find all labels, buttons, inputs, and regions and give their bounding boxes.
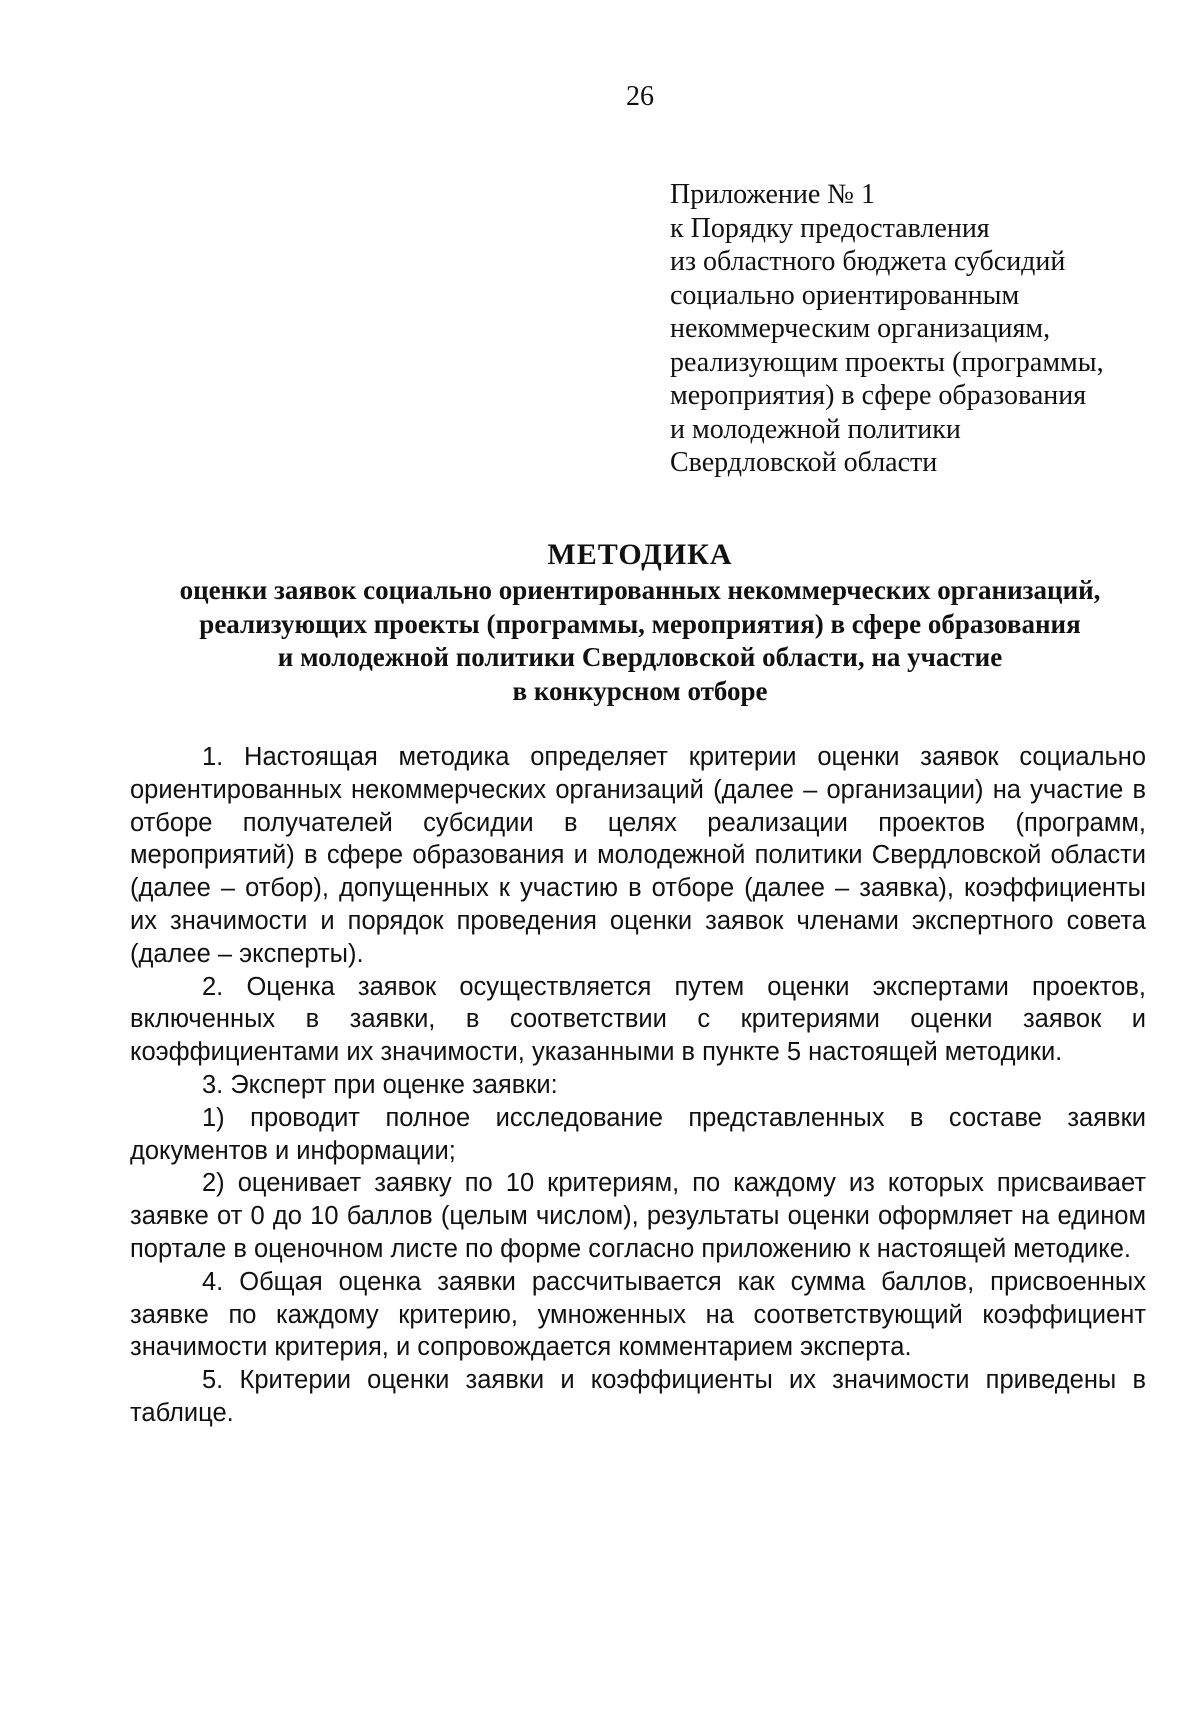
appendix-line: мероприятия) в сфере образования [670,380,1087,411]
appendix-header [670,178,1190,480]
paragraph-2: 2. Оценка заявок осуществляется путем оценки экспертами проектов, включенных в заявки, в соответствии с критериями оценки заявок и коэффициентами их значимости, указанными в пункте 5 настоящей методики. [130,972,1146,1067]
document-body [130,741,1146,1430]
appendix-line: Свердловской области [670,447,938,478]
appendix-line: Приложение № 1 [670,179,875,210]
appendix-line: к Порядку предоставления [670,212,990,244]
document-title-block [120,536,1160,708]
paragraph-3-item-1: 1) проводит полное исследование представленных в составе заявки документов и информации; [130,1103,1146,1165]
document-subtitle-line: в конкурсном отборе [512,675,768,706]
appendix-line: из областного бюджета субсидий [670,246,1066,277]
paragraph-5: 5. Критерии оценки заявки и коэффициенты их значимости приведены в таблице. [130,1366,1146,1427]
document-subtitle-line: реализующих проекты (программы, мероприятия) в сфере образования [199,608,1081,639]
appendix-line: и молодежной политики [670,413,961,445]
document-subtitle-line: и молодежной политики Свердловской области, на участие [277,642,1003,672]
paragraph-3-item-2: 2) оценивает заявку по 10 критериям, по каждому из которых присваивает заявке от 0 до 10 баллов (целым числом), результаты оценки оформляет на едином портале в оценочном листе по форме согласно приложению к настоящей методике. [130,1169,1146,1263]
paragraph-3: 3. Эксперт при оценке заявки: [202,1070,558,1099]
page-number: 26 [626,81,654,112]
document-subtitle-line: оценки заявок социально ориентированных некоммерческих организаций, [179,575,1101,605]
appendix-line: социально ориентированным [670,279,1020,311]
appendix-line: некоммерческим организациям, [670,313,1051,344]
document-title: МЕТОДИКА [547,538,733,571]
paragraph-1: 1. Настоящая методика определяет критерии оценки заявок социально ориентированных некоммерческих организаций (далее – организации) на участие в отборе получателей субсидии в целях реализации проектов (программ, мероприятий) в сфере образования и молодежной политики Свердловской области (далее – отбор), допущенных к участию в отборе (далее – заявка), коэффициенты их значимости и порядок проведения оценки заявок членами экспертного совета (далее – эксперты). [130,743,1146,968]
paragraph-4: 4. Общая оценка заявки рассчитывается как сумма баллов, присвоенных заявке по каждому критерию, умноженных на соответствующий коэффициент значимости критерия, и сопровождается комментарием эксперта. [130,1267,1146,1362]
appendix-line: реализующим проекты (программы, [670,346,1104,378]
